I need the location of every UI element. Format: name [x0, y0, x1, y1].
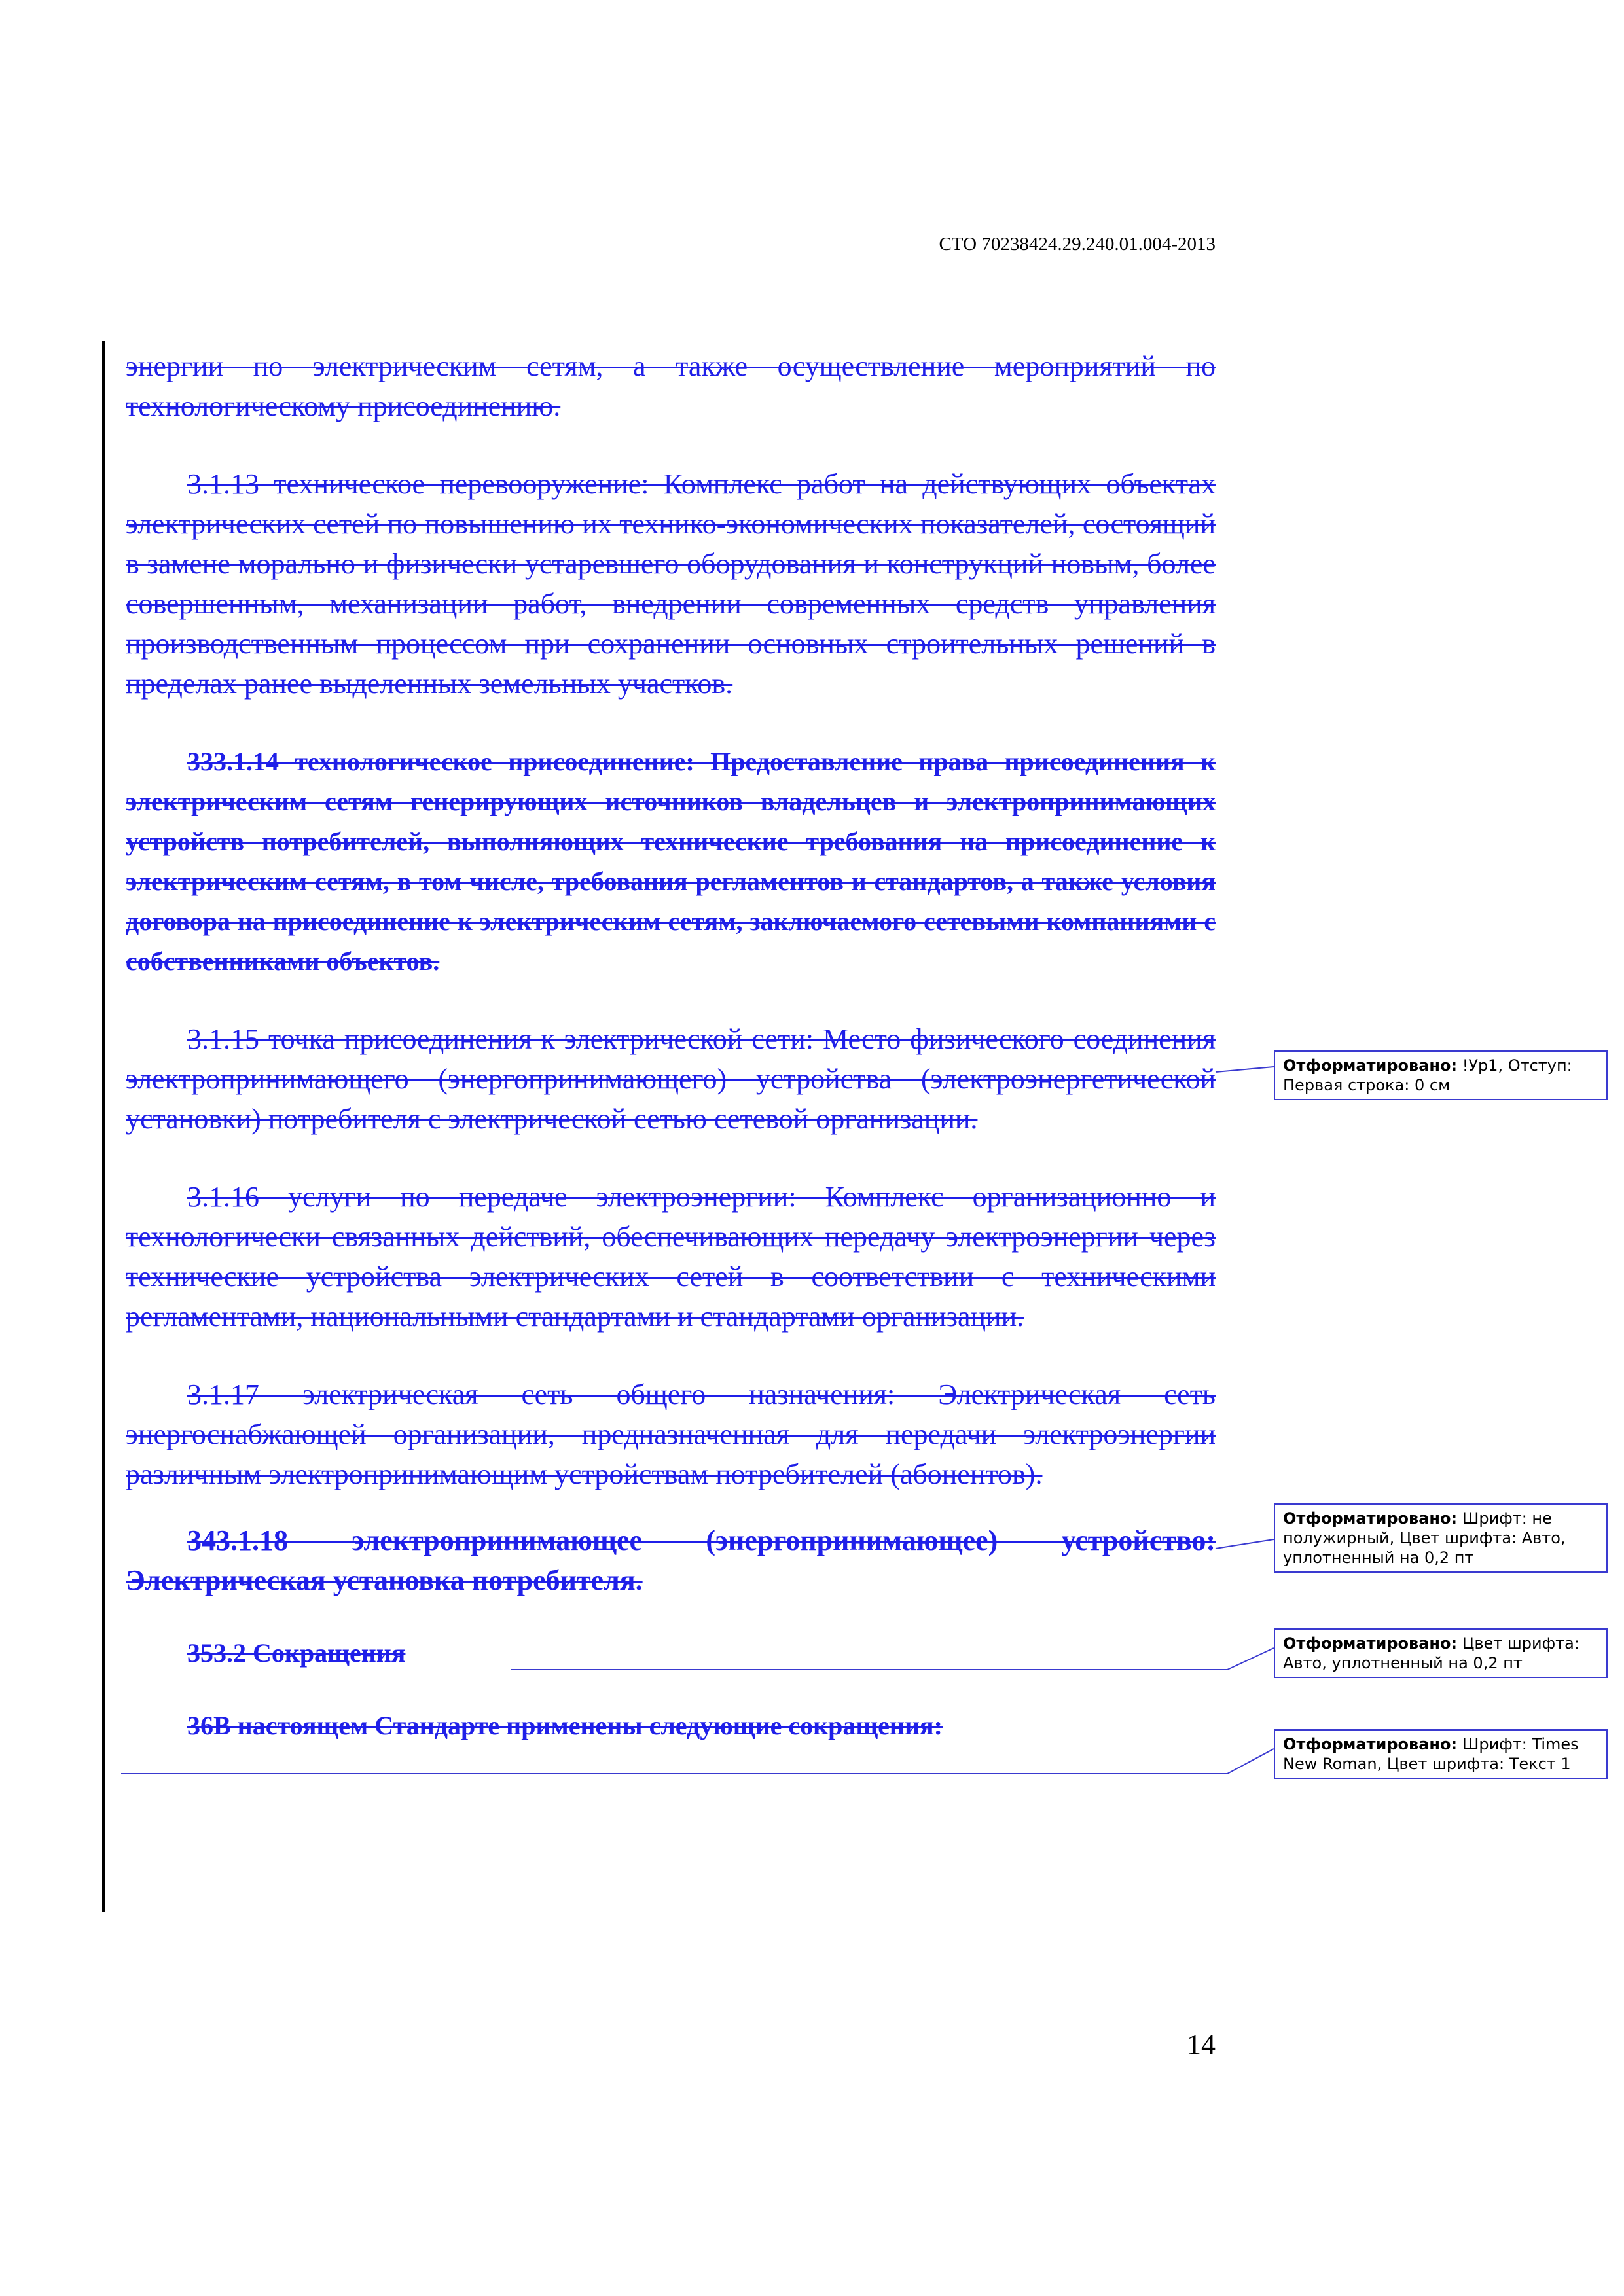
paragraph-3-1-16: 3.1.16 услуги по передаче электроэнергии: Комплекс организационно и технологически связанных действий, обеспечивающих передачу электроэнергии через технические устройства электрических сетей в соответствии с техническими регламентами, национальными стандартами и стандартами организации.	[126, 1181, 1216, 1333]
paragraph-3-1-13: 3.1.13 техническое перевооружение: Комплекс работ на действующих объектах электрических сетей по повышению их технико-экономических показателей, состоящий в замене морально и физически устаревшего оборудования и конструкций новым, более совершенным, механизации работ, внедрении современных средств управления производственным процессом при сохранении основных строительных решений в пределах ранее выделенных земельных участков.	[126, 468, 1216, 700]
format-comment-1[interactable]	[1274, 1050, 1608, 1100]
format-comment-2[interactable]	[1274, 1503, 1608, 1573]
document-body	[126, 346, 1216, 1746]
paragraph-continuation: энергии по электрическим сетям, а также осуществление мероприятий по технологическому присоединению.	[126, 350, 1216, 422]
comment-label: Отформатировано:	[1283, 1056, 1458, 1075]
paragraph-3-1-14: 333.1.14 технологическое присоединение: Предоставление права присоединения к электрическим сетям генерирующих источников владельцев и электропринимающих устройств потребителей, выполняющих технические требования на присоединение к электрическим сетям, в том числе, требования регламентов и стандартов, а также условия договора на присоединение к электрическим сетям, заключаемого сетевыми компаниями с собственниками объектов.	[126, 747, 1216, 976]
format-comment-3[interactable]	[1274, 1628, 1608, 1678]
comment-text: !Ур1, Отступ: Первая строка: 0 см	[1283, 1056, 1572, 1094]
comment-leader-4	[121, 1749, 1274, 1774]
paragraph-3-1-15: 3.1.15 точка присоединения к электрической сети: Место физического соединения электропринимающего (энергопринимающего) устройства (электроэнергетической установки) потребителя с электрической сетью сетевой организации.	[126, 1023, 1216, 1135]
format-comment-4[interactable]	[1274, 1729, 1608, 1779]
paragraph-3-1-17: 3.1.17 электрическая сеть общего назначения: Электрическая сеть энергоснабжающей организации, предназначенная для передачи электроэнергии различным электропринимающим устройствам потребителей (абонентов).	[126, 1378, 1216, 1490]
comment-leader-2	[1216, 1539, 1274, 1549]
document-code-header: СТО 70238424.29.240.01.004-2013	[939, 234, 1216, 255]
comment-label: Отформатировано:	[1283, 1509, 1458, 1528]
comment-text: Шрифт: Times New Roman, Цвет шрифта: Текст 1	[1283, 1735, 1579, 1773]
comment-label: Отформатировано:	[1283, 1735, 1458, 1753]
change-bar	[102, 341, 105, 1912]
comment-text: Цвет шрифта: Авто, уплотненный на 0,2 пт	[1283, 1634, 1579, 1672]
paragraph-3-1-18: 343.1.18 электропринимающее (энергопринимающее) устройство: Электрическая установка потребителя.	[126, 1524, 1216, 1596]
section-heading-3-2: 353.2 Сокращения	[187, 1638, 406, 1668]
page-number: 14	[1187, 2028, 1216, 2060]
comment-leader-1	[1216, 1067, 1274, 1072]
comment-label: Отформатировано:	[1283, 1634, 1458, 1653]
abbreviations-intro: 36В настоящем Стандарте применены следующие сокращения:	[187, 1711, 943, 1740]
comment-text: Шрифт: не полужирный, Цвет шрифта: Авто, уплотненный на 0,2 пт	[1283, 1509, 1566, 1567]
